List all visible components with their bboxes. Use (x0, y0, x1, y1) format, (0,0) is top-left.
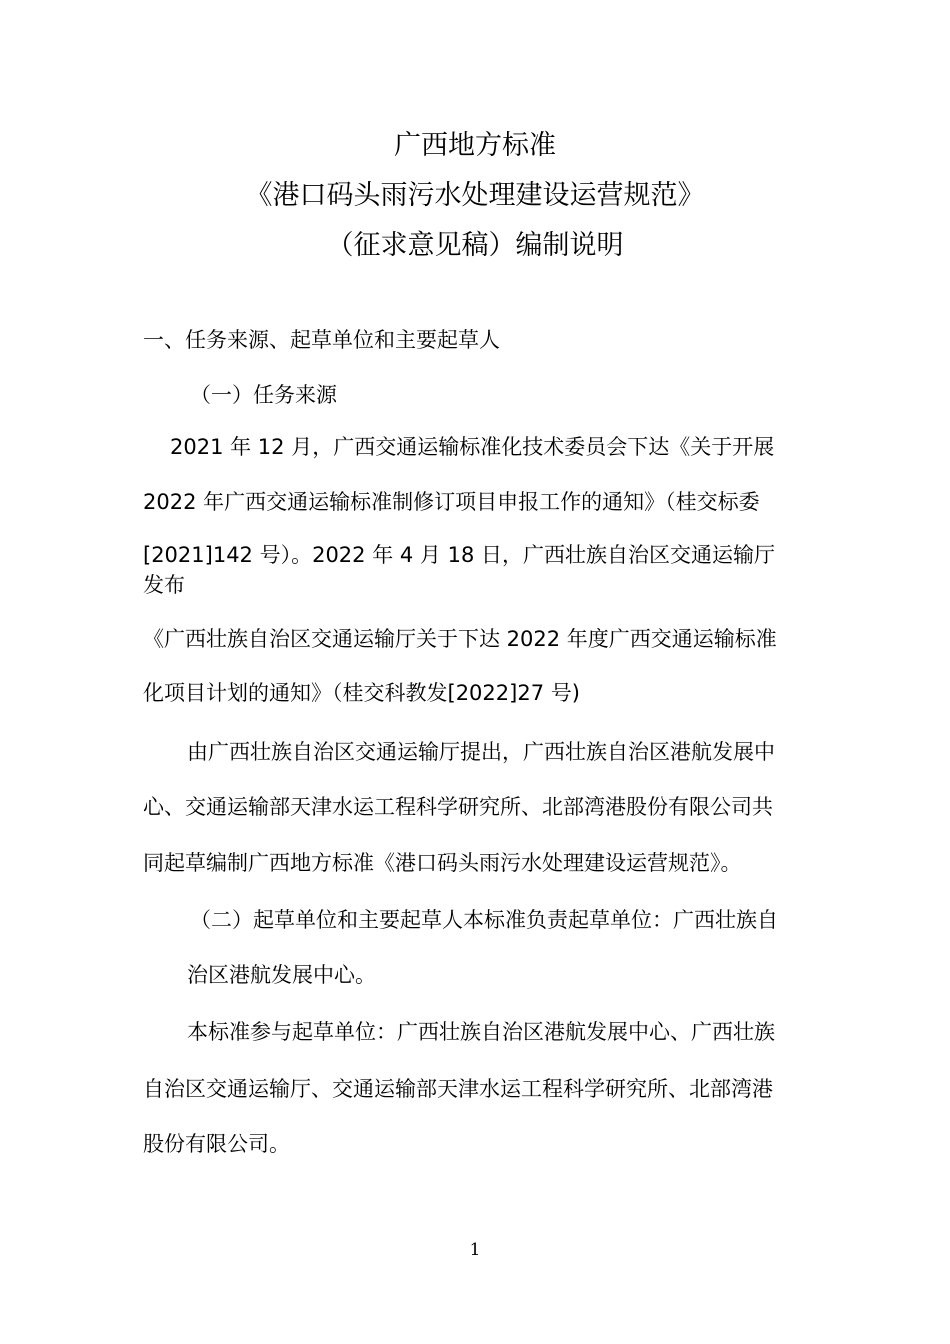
subsection-heading-task-source: （一）任务来源 (190, 383, 337, 407)
paragraph-line: 本标准参与起草单位：广西壮族自治区港航发展中心、广西壮族 (187, 1020, 775, 1044)
paragraph-line: [2021]142 号）。2022 年 4 月 18 日，广西壮族自治区交通运输厅 (143, 543, 775, 567)
document-title-line-1: 广西地方标准 (394, 130, 556, 161)
paragraph-line: 心、交通运输部天津水运工程科学研究所、北部湾港股份有限公司共 (143, 795, 773, 819)
paragraph-line: 2022 年广西交通运输标准制修订项目申报工作的通知》（桂交标委 (143, 490, 760, 514)
document-title-line-3: （征求意见稿）编制说明 (326, 230, 624, 261)
section-heading: 一、任务来源、起草单位和主要起草人 (143, 328, 500, 352)
paragraph-line: 化项目计划的通知》（桂交科教发[2022]27 号) (143, 681, 580, 705)
paragraph-line: 股份有限公司。 (143, 1132, 290, 1156)
document-title-line-2: 《港口码头雨污水处理建设运营规范》 (245, 180, 705, 211)
subsection-heading-drafting-units: （二）起草单位和主要起草人本标准负责起草单位：广西壮族自 (190, 908, 778, 932)
paragraph-line: 治区港航发展中心。 (187, 963, 376, 987)
paragraph-line: 2021 年 12 月，广西交通运输标准化技术委员会下达《关于开展 (170, 435, 775, 459)
paragraph-line: 由广西壮族自治区交通运输厅提出，广西壮族自治区港航发展中 (187, 740, 775, 764)
paragraph-line: 同起草编制广西地方标准《港口码头雨污水处理建设运营规范》。 (143, 851, 742, 875)
paragraph-line: 《广西壮族自治区交通运输厅关于下达 2022 年度广西交通运输标准 (143, 627, 777, 651)
paragraph-line: 自治区交通运输厅、交通运输部天津水运工程科学研究所、北部湾港 (143, 1077, 773, 1101)
paragraph-line: 发布 (143, 573, 185, 597)
page-number: 1 (469, 1240, 481, 1260)
